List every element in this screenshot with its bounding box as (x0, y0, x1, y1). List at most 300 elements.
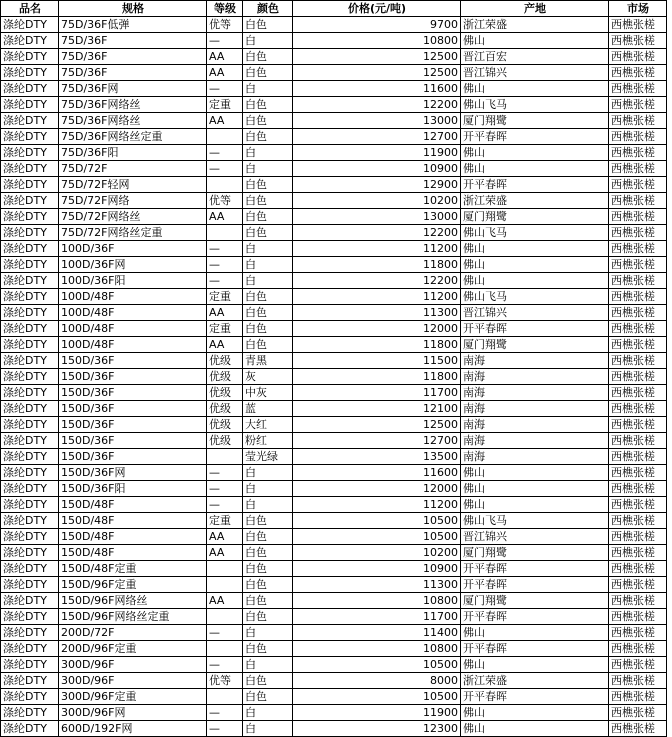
table-row (1, 209, 667, 225)
table-row (1, 225, 667, 241)
cell-grade: — (207, 145, 243, 161)
cell-grade: AA (207, 113, 243, 129)
cell-price: 12700 (293, 129, 461, 145)
cell-grade (207, 449, 243, 465)
cell-spec: 150D/48F定重 (59, 561, 207, 577)
cell-color: 白色 (243, 577, 293, 593)
cell-market: 西樵张槎 (609, 497, 667, 513)
cell-spec: 150D/36F (59, 385, 207, 401)
cell-origin: 佛山 (461, 161, 609, 177)
cell-origin: 开平春晖 (461, 321, 609, 337)
cell-market: 西樵张槎 (609, 657, 667, 673)
cell-color: 白 (243, 145, 293, 161)
cell-spec: 75D/72F轻网 (59, 177, 207, 193)
cell-product-name: 涤纶DTY (1, 209, 59, 225)
cell-spec: 100D/48F (59, 321, 207, 337)
cell-grade: — (207, 625, 243, 641)
cell-product-name: 涤纶DTY (1, 513, 59, 529)
cell-spec: 150D/36F (59, 417, 207, 433)
cell-spec: 300D/96F (59, 673, 207, 689)
cell-market: 西樵张槎 (609, 689, 667, 705)
cell-product-name: 涤纶DTY (1, 545, 59, 561)
cell-spec: 100D/48F (59, 337, 207, 353)
cell-grade: 优级 (207, 401, 243, 417)
cell-price: 13000 (293, 209, 461, 225)
table-row (1, 721, 667, 737)
cell-origin: 南海 (461, 401, 609, 417)
cell-spec: 100D/48F (59, 305, 207, 321)
header-color: 颜色 (243, 1, 293, 17)
cell-product-name: 涤纶DTY (1, 689, 59, 705)
cell-grade (207, 641, 243, 657)
cell-color: 白色 (243, 673, 293, 689)
header-origin: 产地 (461, 1, 609, 17)
cell-market: 西樵张槎 (609, 17, 667, 33)
table-row (1, 657, 667, 673)
cell-product-name: 涤纶DTY (1, 129, 59, 145)
cell-spec: 100D/36F网 (59, 257, 207, 273)
cell-spec: 600D/192F网 (59, 721, 207, 737)
cell-product-name: 涤纶DTY (1, 353, 59, 369)
cell-market: 西樵张槎 (609, 273, 667, 289)
cell-product-name: 涤纶DTY (1, 225, 59, 241)
cell-product-name: 涤纶DTY (1, 81, 59, 97)
cell-origin: 厦门翔鹭 (461, 209, 609, 225)
cell-color: 青黑 (243, 353, 293, 369)
cell-grade: 定重 (207, 321, 243, 337)
cell-product-name: 涤纶DTY (1, 145, 59, 161)
cell-price: 11800 (293, 337, 461, 353)
cell-spec: 75D/36F网络丝 (59, 113, 207, 129)
table-row (1, 257, 667, 273)
cell-price: 11800 (293, 369, 461, 385)
cell-market: 西樵张槎 (609, 705, 667, 721)
cell-product-name: 涤纶DTY (1, 561, 59, 577)
table-row (1, 593, 667, 609)
cell-grade: AA (207, 529, 243, 545)
table-row (1, 321, 667, 337)
cell-market: 西樵张槎 (609, 193, 667, 209)
cell-market: 西樵张槎 (609, 353, 667, 369)
table-row (1, 577, 667, 593)
header-product-name: 品名 (1, 1, 59, 17)
cell-origin: 开平春晖 (461, 561, 609, 577)
cell-color: 白色 (243, 177, 293, 193)
cell-origin: 佛山 (461, 241, 609, 257)
cell-color: 白色 (243, 545, 293, 561)
cell-color: 白色 (243, 17, 293, 33)
cell-product-name: 涤纶DTY (1, 641, 59, 657)
cell-spec: 75D/36F网络丝定重 (59, 129, 207, 145)
cell-color: 白 (243, 705, 293, 721)
cell-price: 12200 (293, 273, 461, 289)
cell-color: 白色 (243, 593, 293, 609)
cell-market: 西樵张槎 (609, 209, 667, 225)
table-row (1, 545, 667, 561)
cell-origin: 浙江荣盛 (461, 17, 609, 33)
cell-price: 12100 (293, 401, 461, 417)
table-row (1, 529, 667, 545)
cell-color: 白 (243, 497, 293, 513)
cell-price: 8000 (293, 673, 461, 689)
cell-product-name: 涤纶DTY (1, 417, 59, 433)
cell-spec: 150D/36F (59, 449, 207, 465)
cell-origin: 开平春晖 (461, 577, 609, 593)
cell-origin: 厦门翔鹭 (461, 337, 609, 353)
cell-grade: — (207, 705, 243, 721)
cell-price: 13000 (293, 113, 461, 129)
cell-spec: 150D/36F (59, 353, 207, 369)
cell-grade: 定重 (207, 289, 243, 305)
cell-market: 西樵张槎 (609, 513, 667, 529)
cell-price: 11300 (293, 577, 461, 593)
cell-origin: 厦门翔鹭 (461, 593, 609, 609)
cell-origin: 开平春晖 (461, 129, 609, 145)
cell-origin: 佛山飞马 (461, 97, 609, 113)
cell-grade: AA (207, 209, 243, 225)
cell-price: 10500 (293, 689, 461, 705)
header-row (1, 1, 667, 17)
table-row (1, 497, 667, 513)
cell-color: 白色 (243, 641, 293, 657)
cell-market: 西樵张槎 (609, 529, 667, 545)
cell-color: 白 (243, 657, 293, 673)
table-row (1, 705, 667, 721)
table-row (1, 401, 667, 417)
cell-market: 西樵张槎 (609, 241, 667, 257)
cell-market: 西樵张槎 (609, 113, 667, 129)
cell-spec: 75D/36F网络丝 (59, 97, 207, 113)
cell-market: 西樵张槎 (609, 625, 667, 641)
cell-color: 白色 (243, 113, 293, 129)
cell-market: 西樵张槎 (609, 433, 667, 449)
table-row (1, 193, 667, 209)
cell-origin: 佛山 (461, 273, 609, 289)
cell-price: 12200 (293, 225, 461, 241)
cell-market: 西樵张槎 (609, 81, 667, 97)
cell-product-name: 涤纶DTY (1, 65, 59, 81)
cell-price: 11200 (293, 497, 461, 513)
cell-color: 白 (243, 273, 293, 289)
cell-origin: 开平春晖 (461, 689, 609, 705)
cell-origin: 浙江荣盛 (461, 193, 609, 209)
table-row (1, 673, 667, 689)
cell-market: 西樵张槎 (609, 641, 667, 657)
table-row (1, 49, 667, 65)
cell-spec: 150D/96F定重 (59, 577, 207, 593)
cell-grade: — (207, 497, 243, 513)
cell-price: 13500 (293, 449, 461, 465)
cell-color: 灰 (243, 369, 293, 385)
cell-grade: — (207, 721, 243, 737)
cell-grade: 优级 (207, 433, 243, 449)
cell-origin: 开平春晖 (461, 177, 609, 193)
cell-grade: AA (207, 545, 243, 561)
cell-spec: 150D/96F网络丝定重 (59, 609, 207, 625)
cell-market: 西樵张槎 (609, 65, 667, 81)
cell-color: 白色 (243, 49, 293, 65)
cell-origin: 晋江锦兴 (461, 305, 609, 321)
cell-spec: 75D/72F (59, 161, 207, 177)
cell-product-name: 涤纶DTY (1, 449, 59, 465)
table-row (1, 305, 667, 321)
cell-market: 西樵张槎 (609, 449, 667, 465)
cell-product-name: 涤纶DTY (1, 241, 59, 257)
table-row (1, 129, 667, 145)
cell-origin: 佛山 (461, 81, 609, 97)
cell-product-name: 涤纶DTY (1, 465, 59, 481)
cell-price: 11700 (293, 609, 461, 625)
cell-product-name: 涤纶DTY (1, 657, 59, 673)
cell-spec: 75D/72F网络丝 (59, 209, 207, 225)
cell-color: 白色 (243, 513, 293, 529)
cell-market: 西樵张槎 (609, 257, 667, 273)
cell-spec: 150D/96F网络丝 (59, 593, 207, 609)
cell-price: 10200 (293, 193, 461, 209)
table-row (1, 385, 667, 401)
table-row (1, 113, 667, 129)
cell-color: 白色 (243, 65, 293, 81)
table-row (1, 609, 667, 625)
cell-spec: 150D/36F (59, 369, 207, 385)
cell-market: 西樵张槎 (609, 385, 667, 401)
cell-origin: 佛山飞马 (461, 513, 609, 529)
cell-price: 10800 (293, 641, 461, 657)
cell-color: 白色 (243, 561, 293, 577)
cell-market: 西樵张槎 (609, 593, 667, 609)
cell-spec: 150D/48F (59, 497, 207, 513)
cell-color: 白色 (243, 305, 293, 321)
table-row (1, 177, 667, 193)
cell-product-name: 涤纶DTY (1, 161, 59, 177)
cell-color: 白 (243, 465, 293, 481)
cell-spec: 75D/36F (59, 33, 207, 49)
cell-price: 11200 (293, 289, 461, 305)
cell-price: 10500 (293, 513, 461, 529)
cell-price: 10500 (293, 529, 461, 545)
cell-price: 11400 (293, 625, 461, 641)
cell-spec: 300D/96F网 (59, 705, 207, 721)
cell-price: 11700 (293, 385, 461, 401)
table-row (1, 465, 667, 481)
cell-market: 西樵张槎 (609, 561, 667, 577)
table-body (1, 17, 667, 737)
cell-product-name: 涤纶DTY (1, 577, 59, 593)
cell-market: 西樵张槎 (609, 481, 667, 497)
cell-market: 西樵张槎 (609, 97, 667, 113)
table-row (1, 273, 667, 289)
cell-origin: 佛山 (461, 481, 609, 497)
cell-spec: 150D/36F (59, 401, 207, 417)
cell-grade: 定重 (207, 97, 243, 113)
cell-price: 11600 (293, 465, 461, 481)
cell-product-name: 涤纶DTY (1, 593, 59, 609)
cell-color: 大红 (243, 417, 293, 433)
cell-product-name: 涤纶DTY (1, 433, 59, 449)
cell-color: 白 (243, 33, 293, 49)
cell-market: 西樵张槎 (609, 465, 667, 481)
cell-origin: 厦门翔鹭 (461, 113, 609, 129)
cell-grade: 优级 (207, 369, 243, 385)
cell-price: 10200 (293, 545, 461, 561)
table-row (1, 65, 667, 81)
cell-product-name: 涤纶DTY (1, 385, 59, 401)
cell-market: 西樵张槎 (609, 305, 667, 321)
cell-price: 11600 (293, 81, 461, 97)
cell-color: 白 (243, 625, 293, 641)
table-row (1, 17, 667, 33)
cell-grade: 优级 (207, 385, 243, 401)
cell-spec: 100D/36F (59, 241, 207, 257)
cell-price: 12200 (293, 97, 461, 113)
cell-grade (207, 561, 243, 577)
table-row (1, 625, 667, 641)
cell-product-name: 涤纶DTY (1, 337, 59, 353)
cell-product-name: 涤纶DTY (1, 705, 59, 721)
cell-price: 12300 (293, 721, 461, 737)
table-row (1, 337, 667, 353)
cell-color: 粉红 (243, 433, 293, 449)
table-row (1, 33, 667, 49)
cell-grade: — (207, 241, 243, 257)
cell-market: 西樵张槎 (609, 545, 667, 561)
table-row (1, 481, 667, 497)
cell-spec: 150D/48F (59, 545, 207, 561)
cell-product-name: 涤纶DTY (1, 529, 59, 545)
cell-origin: 佛山 (461, 145, 609, 161)
cell-price: 11300 (293, 305, 461, 321)
cell-product-name: 涤纶DTY (1, 113, 59, 129)
header-spec: 规格 (59, 1, 207, 17)
cell-origin: 佛山飞马 (461, 289, 609, 305)
cell-product-name: 涤纶DTY (1, 609, 59, 625)
cell-product-name: 涤纶DTY (1, 49, 59, 65)
cell-grade: 优级 (207, 417, 243, 433)
cell-grade: AA (207, 65, 243, 81)
cell-color: 白色 (243, 321, 293, 337)
cell-origin: 南海 (461, 385, 609, 401)
cell-product-name: 涤纶DTY (1, 497, 59, 513)
cell-grade: — (207, 33, 243, 49)
table-row (1, 689, 667, 705)
cell-market: 西樵张槎 (609, 321, 667, 337)
cell-grade: — (207, 657, 243, 673)
cell-spec: 75D/72F网络 (59, 193, 207, 209)
cell-origin: 佛山 (461, 465, 609, 481)
cell-market: 西樵张槎 (609, 369, 667, 385)
cell-grade: — (207, 257, 243, 273)
header-grade: 等级 (207, 1, 243, 17)
cell-product-name: 涤纶DTY (1, 721, 59, 737)
cell-grade (207, 689, 243, 705)
cell-color: 中灰 (243, 385, 293, 401)
cell-origin: 佛山飞马 (461, 225, 609, 241)
cell-price: 10900 (293, 161, 461, 177)
cell-color: 白色 (243, 193, 293, 209)
cell-origin: 晋江锦兴 (461, 65, 609, 81)
cell-grade: 优等 (207, 673, 243, 689)
cell-color: 白色 (243, 289, 293, 305)
cell-price: 12500 (293, 65, 461, 81)
cell-color: 白 (243, 257, 293, 273)
table-row (1, 417, 667, 433)
cell-spec: 100D/36F阳 (59, 273, 207, 289)
cell-product-name: 涤纶DTY (1, 97, 59, 113)
cell-price: 12700 (293, 433, 461, 449)
cell-grade: 优等 (207, 193, 243, 209)
cell-color: 白 (243, 161, 293, 177)
cell-color: 白色 (243, 97, 293, 113)
cell-grade: — (207, 481, 243, 497)
cell-origin: 佛山 (461, 721, 609, 737)
cell-color: 白色 (243, 529, 293, 545)
cell-price: 12900 (293, 177, 461, 193)
cell-grade: 优级 (207, 353, 243, 369)
cell-product-name: 涤纶DTY (1, 481, 59, 497)
cell-color: 白 (243, 721, 293, 737)
table-row (1, 433, 667, 449)
cell-spec: 75D/36F低弹 (59, 17, 207, 33)
cell-spec: 150D/36F阳 (59, 481, 207, 497)
table-row (1, 513, 667, 529)
cell-spec: 200D/72F (59, 625, 207, 641)
cell-grade: — (207, 273, 243, 289)
cell-origin: 厦门翔鹭 (461, 545, 609, 561)
table-row (1, 369, 667, 385)
cell-product-name: 涤纶DTY (1, 289, 59, 305)
cell-price: 11500 (293, 353, 461, 369)
cell-spec: 75D/36F (59, 65, 207, 81)
cell-grade: — (207, 161, 243, 177)
cell-color: 蓝 (243, 401, 293, 417)
cell-origin: 晋江锦兴 (461, 529, 609, 545)
cell-product-name: 涤纶DTY (1, 177, 59, 193)
cell-market: 西樵张槎 (609, 225, 667, 241)
header-market: 市场 (609, 1, 667, 17)
cell-product-name: 涤纶DTY (1, 321, 59, 337)
cell-product-name: 涤纶DTY (1, 257, 59, 273)
cell-product-name: 涤纶DTY (1, 33, 59, 49)
cell-market: 西樵张槎 (609, 721, 667, 737)
cell-product-name: 涤纶DTY (1, 17, 59, 33)
table-row (1, 353, 667, 369)
cell-market: 西樵张槎 (609, 177, 667, 193)
cell-grade: AA (207, 305, 243, 321)
cell-product-name: 涤纶DTY (1, 273, 59, 289)
cell-spec: 300D/96F (59, 657, 207, 673)
table-row (1, 561, 667, 577)
cell-color: 白色 (243, 129, 293, 145)
cell-spec: 150D/36F (59, 433, 207, 449)
cell-origin: 浙江荣盛 (461, 673, 609, 689)
table-row (1, 81, 667, 97)
cell-product-name: 涤纶DTY (1, 673, 59, 689)
cell-spec: 75D/36F阳 (59, 145, 207, 161)
cell-grade (207, 225, 243, 241)
cell-origin: 佛山 (461, 705, 609, 721)
cell-price: 12000 (293, 321, 461, 337)
cell-spec: 75D/36F网 (59, 81, 207, 97)
cell-product-name: 涤纶DTY (1, 625, 59, 641)
cell-spec: 150D/36F网 (59, 465, 207, 481)
cell-grade (207, 609, 243, 625)
cell-price: 10900 (293, 561, 461, 577)
cell-market: 西樵张槎 (609, 577, 667, 593)
cell-market: 西樵张槎 (609, 33, 667, 49)
cell-origin: 南海 (461, 353, 609, 369)
cell-color: 白色 (243, 209, 293, 225)
cell-color: 白色 (243, 609, 293, 625)
